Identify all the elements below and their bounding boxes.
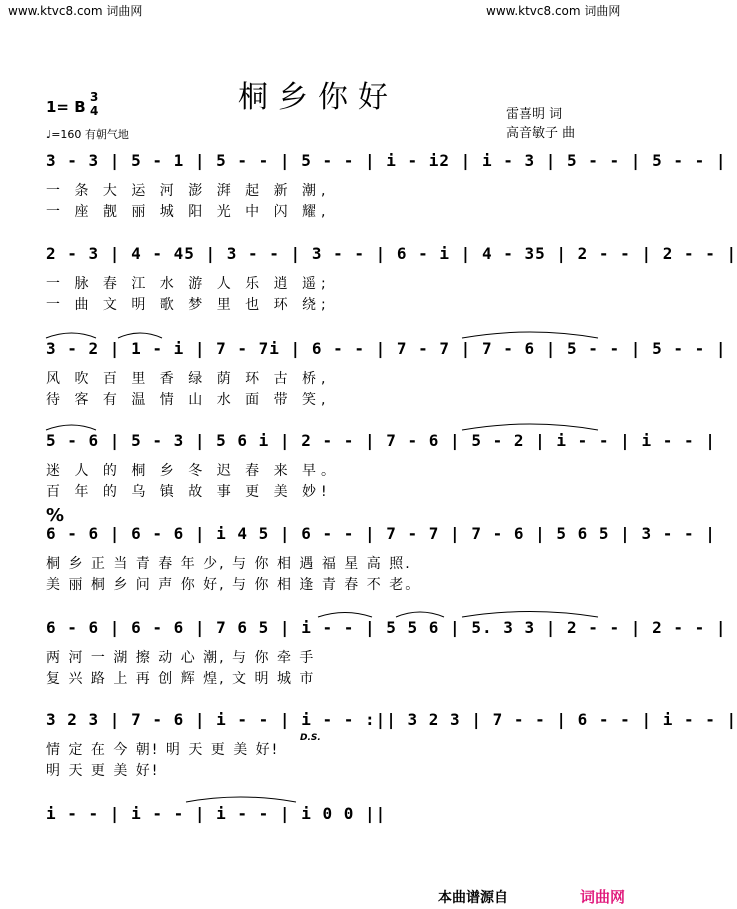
lyric-line-2a: 一 脉 春 江 水 游 人 乐 逍 遥; — [46, 276, 331, 292]
notation-line-5: 6 - 6 | 6 - 6 | i 4 5 | 6 - - | 7 - 7 | 7 - 6 | 5 6 5 | 3 - - | — [46, 524, 716, 543]
lyric-line-6a: 两 河 一 湖 擦 动 心 潮, 与 你 牵 手 — [46, 650, 316, 666]
notation-line-7: 3 2 3 | 7 - 6 | i - - | i - - :|| 3 2 3 | 7 - - | 6 - - | i - - | — [46, 710, 737, 729]
notation-line-4: 5 - 6 | 5 - 3 | 5 6 i | 2 - - | 7 - 6 | 5 - 2 | i - - | i - - | — [46, 431, 716, 450]
lyric-line-7a: 情 定 在 今 朝! 明 天 更 美 好! — [46, 742, 280, 758]
site-url-left[interactable]: www.ktvc8.com 词曲网 — [8, 4, 143, 18]
notation-line-3: 3 - 2 | 1 - i | 7 - 7i | 6 - - | 7 - 7 | 7 - 6 | 5 - - | 5 - - | — [46, 339, 727, 358]
footer-source-label: 本曲谱源自 — [438, 890, 508, 906]
lyric-line-2b: 一 曲 文 明 歌 梦 里 也 环 绕; — [46, 297, 331, 313]
notation-line-2: 2 - 3 | 4 - 45 | 3 - - | 3 - - | 6 - i | 4 - 35 | 2 - - | 2 - - | — [46, 244, 737, 263]
notation-line-1: 3 - 3 | 5 - 1 | 5 - - | 5 - - | i - i2 | i - 3 | 5 - - | 5 - - | — [46, 151, 727, 170]
lyric-line-6b: 复 兴 路 上 再 创 辉 煌, 文 明 城 市 — [46, 671, 316, 687]
song-title: 桐乡你好 — [238, 80, 398, 115]
segno-sign: % — [46, 505, 65, 526]
tempo-text: =160 有朝气地 — [51, 128, 129, 141]
lyric-line-3a: 风 吹 百 里 香 绿 荫 环 古 桥, — [46, 371, 331, 387]
lyric-line-3b: 待 客 有 温 情 山 水 面 带 笑, — [46, 392, 331, 408]
site-url-right[interactable]: www.ktvc8.com 词曲网 — [486, 4, 621, 18]
key-signature: 1= B — [46, 98, 86, 116]
ds-marking: D.S. — [300, 733, 321, 743]
footer-brand-logo[interactable]: 词曲网 — [580, 888, 626, 906]
quarter-note-icon: ♩ — [46, 128, 52, 141]
lyric-line-5b: 美 丽 桐 乡 问 声 你 好, 与 你 相 逢 青 春 不 老。 — [46, 577, 422, 593]
time-signature-top: 3 — [90, 90, 99, 104]
composer-credit: 高音敏子 曲 — [506, 126, 576, 141]
lyric-line-1b: 一 座 靓 丽 城 阳 光 中 闪 耀, — [46, 204, 331, 220]
lyric-line-4a: 迷 人 的 桐 乡 冬 迟 春 来 早。 — [46, 463, 341, 479]
lyricist-credit: 雷喜明 词 — [506, 107, 563, 122]
lyric-line-5a: 桐 乡 正 当 青 春 年 少, 与 你 相 遇 福 星 高 照. — [46, 556, 412, 572]
lyric-line-1a: 一 条 大 运 河 澎 湃 起 新 潮, — [46, 183, 331, 199]
time-signature-bottom: 4 — [90, 104, 99, 118]
lyric-line-7b: 明 天 更 美 好! — [46, 763, 160, 779]
notation-line-6: 6 - 6 | 6 - 6 | 7 6 5 | i - - | 5 5 6 | 5. 3 3 | 2 - - | 2 - - | — [46, 618, 727, 637]
notation-line-8: i - - | i - - | i - - | i 0 0 || — [46, 804, 387, 823]
lyric-line-4b: 百 年 的 乌 镇 故 事 更 美 妙! — [46, 484, 332, 500]
